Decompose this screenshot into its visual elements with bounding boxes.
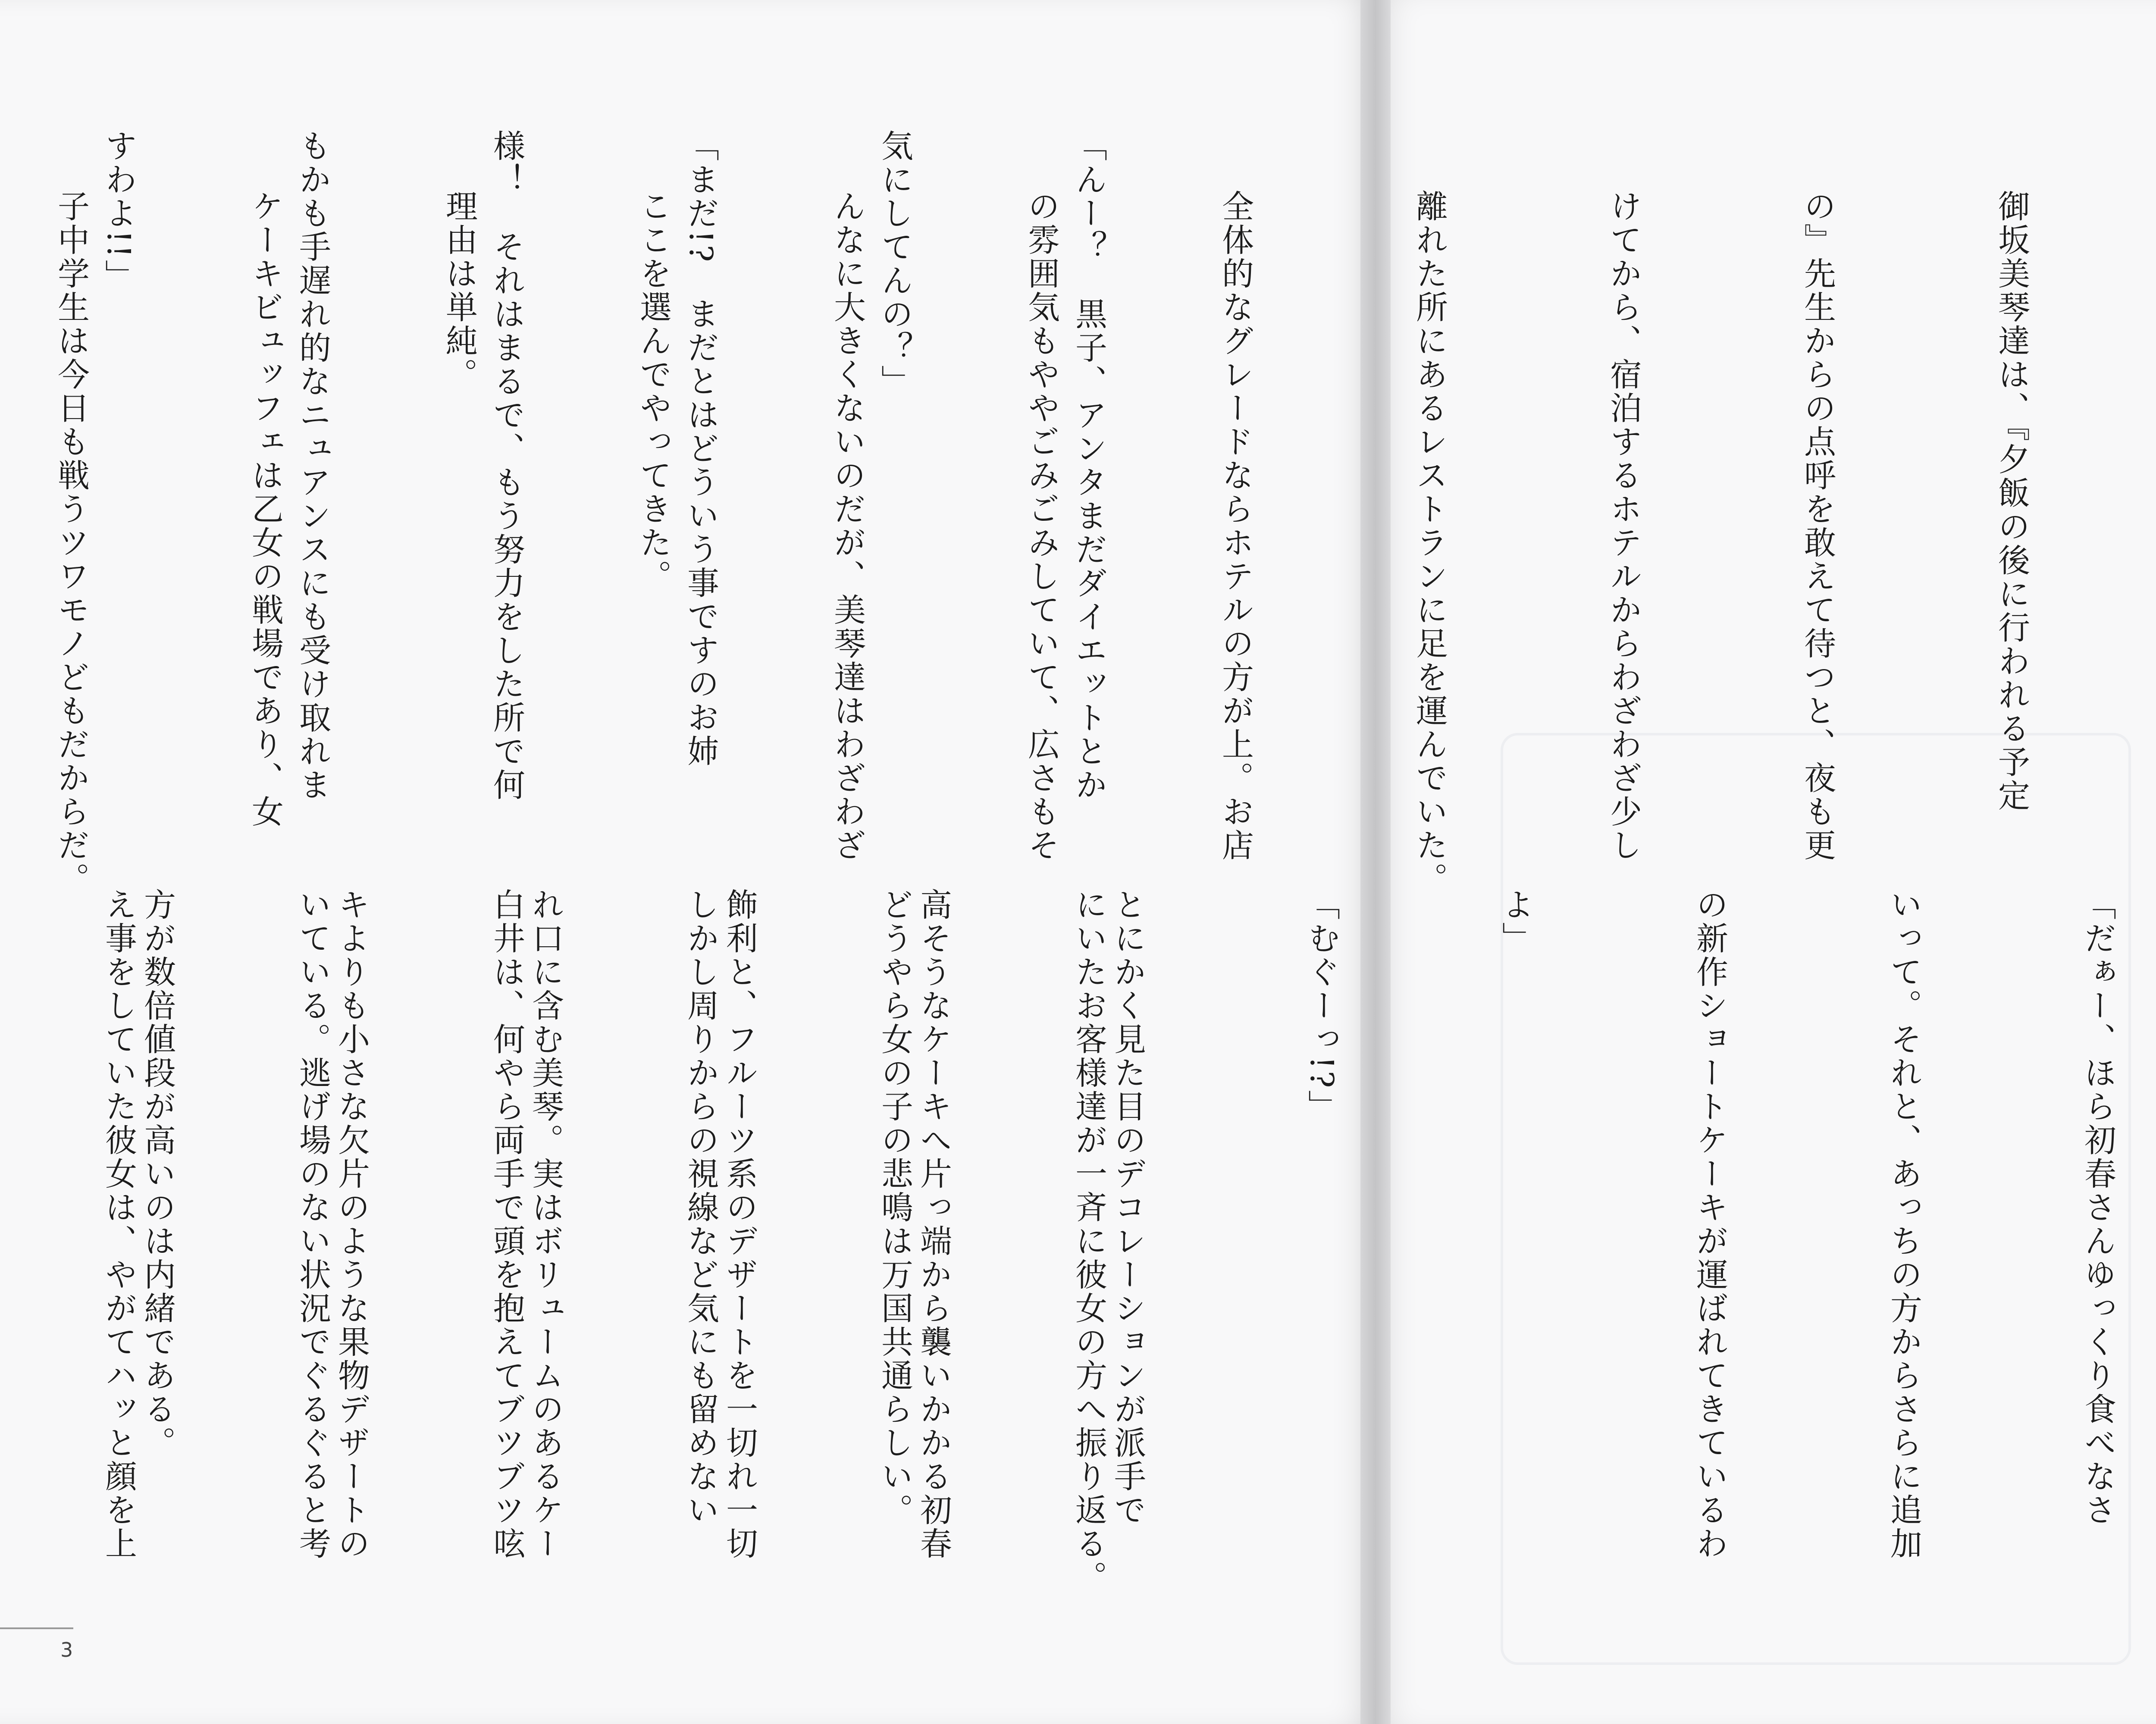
text-line: え事をしていた彼女は、やがてハッと顔を上 [100,888,137,1561]
text-line: いって。それと、あっちの方からさらに追加 [1885,888,1922,1561]
text-line: 「だぁー、ほら初春さんゆっくり食べなさ [2079,888,2116,1527]
text-line: んなに大きくないのだが、美琴達はわざわざ [829,190,866,862]
text-line: とにかく見た目のデコレーションが派手で [1109,888,1146,1527]
text-line: の新作ショートケーキが運ばれてきているわ [1691,888,1728,1561]
text-line: 高そうなケーキへ片っ端から襲いかかる初春 [915,888,952,1561]
text-line: 「まだ!? まだとはどういう事ですのお姉 [682,129,719,768]
text-line: 「んー？ 黒子、アンタまだダイエットとか [1070,129,1107,802]
left-lower-text [100,888,1250,1594]
text-line: 様！ それはまるで、もう努力をした所で何 [488,129,525,802]
text-line: 白井は、何やら両手で頭を抱えてブツブツ呟 [488,888,525,1561]
text-line: もかも手遅れ的なニュアンスにも受け取れま [294,129,331,802]
text-line: れ口に含む美琴。実はボリュームのあるケー [527,888,564,1561]
text-line: の』先生からの点呼を敢えて待つと、夜も更 [1799,190,1836,862]
text-line: にいたお客様達が一斉に彼女の方へ振り返る。 [1070,888,1107,1594]
text-line: 飾利と、フルーツ系のデザートを一切れ一切 [721,888,758,1561]
text-line: 御坂美琴達は、『夕飯の後に行われる予定 [1993,190,2030,813]
text-line: ここを選んでやってきた。 [635,190,672,593]
text-line: よ」 [1497,888,1534,955]
left-page-number: 3 [60,1638,73,1661]
text-line: キよりも小さな欠片のような果物デザートの [333,888,370,1561]
left-upper-text [100,129,1250,819]
text-line: けてから、宿泊するホテルからわざわざ少し [1605,190,1642,862]
text-line: ケーキビュッフェは乙女の戦場であり、女 [247,190,284,829]
text-line: 「むぐーっ!?」 [1303,888,1340,1123]
text-line: 理由は単純。 [441,190,478,391]
text-line: 離れた所にあるレストランに足を運んでいた。 [1411,190,1448,896]
text-line: どうやら女の子の悲鳴は万国共通らしい。 [876,888,913,1527]
text-line: 全体的なグレードならホテルの方が上。お店 [1217,190,1254,862]
text-line: 気にしてんの？」 [876,129,913,398]
left-corner-rule [0,1627,73,1629]
text-line: の雰囲気もややごみごみしていて、広さもそ [1023,190,1060,862]
text-line: すわよ!!」 [100,129,137,293]
text-line: 方が数倍値段が高いのは内緒である。 [139,888,176,1460]
text-line: しかし周りからの視線など気にも留めない [682,888,719,1527]
text-line: いている。逃げ場のない状況でぐるぐると考 [294,888,331,1561]
text-line: 子中学生は今日も戦うツワモノどもだからだ。 [53,190,90,896]
